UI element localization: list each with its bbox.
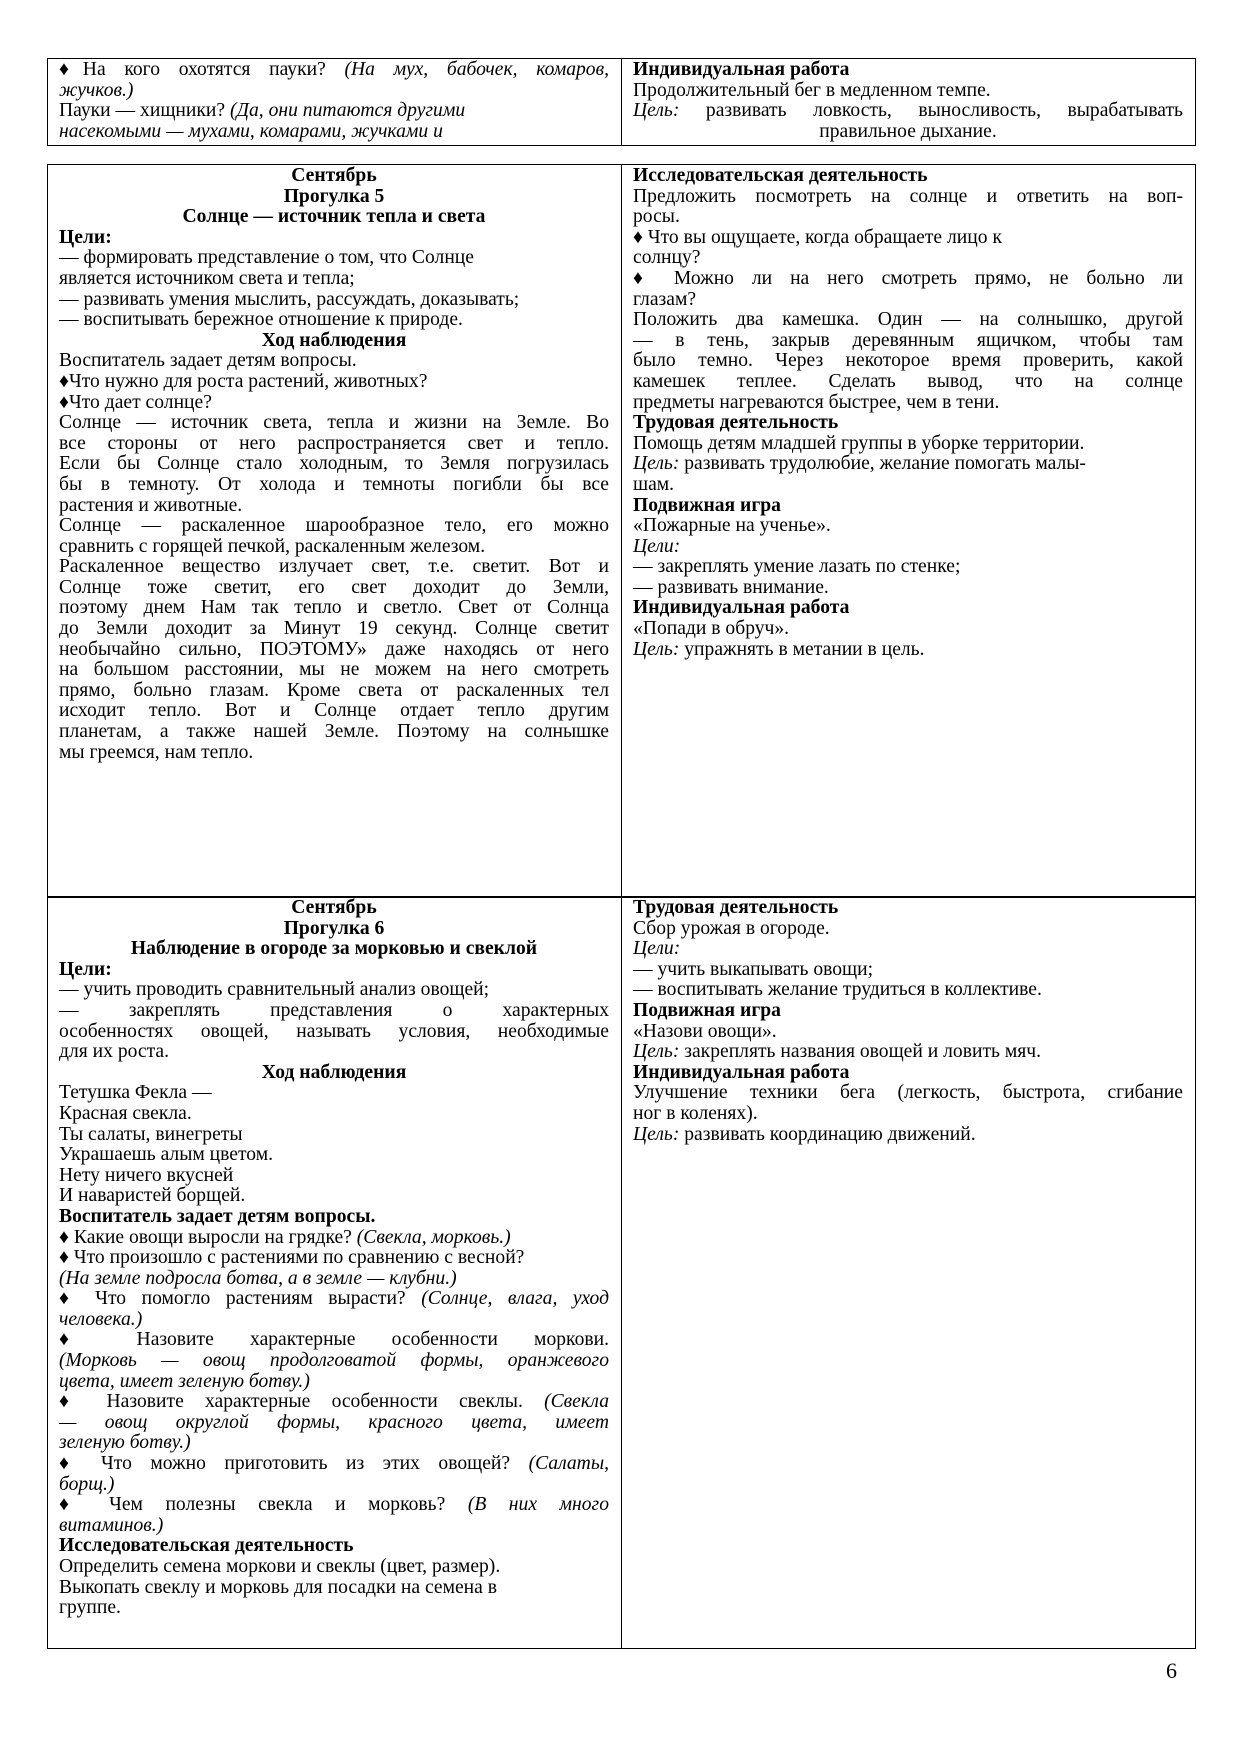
text-line <box>59 1454 609 1475</box>
answer-text: борщ.) <box>59 1473 115 1495</box>
line-text: Цели: <box>633 938 681 960</box>
text-line <box>59 248 609 269</box>
text-line <box>59 1557 609 1578</box>
line-text: Индивидуальная работа <box>633 597 850 619</box>
text-line <box>633 248 1183 269</box>
line-text: — развивать умения мыслить, рассуждать, доказывать; <box>59 288 520 310</box>
text-line <box>633 980 1183 1001</box>
text-line <box>59 1083 609 1104</box>
text-line <box>59 269 609 290</box>
line-text: росы. <box>633 206 680 228</box>
line-text: ног в коленях). <box>633 1102 758 1124</box>
text-line <box>59 939 609 960</box>
text-line <box>59 722 609 743</box>
text-line <box>633 331 1183 352</box>
text-line <box>59 1495 609 1516</box>
answer-text: витаминов.) <box>59 1514 164 1536</box>
text-line <box>59 1413 609 1434</box>
goal-label: Цель: <box>633 453 685 475</box>
line-text: исходит тепло. Вот и Солнце отдает тепло другим <box>59 701 609 722</box>
text-line <box>59 598 609 619</box>
text-line <box>633 557 1183 578</box>
line-text: Раскаленное вещество излучает свет, т.е. светит. Вот и <box>59 557 609 578</box>
text-line <box>633 101 1183 122</box>
text-line <box>633 269 1183 290</box>
line-text: шам. <box>633 473 675 495</box>
text-line <box>59 101 609 122</box>
answer-text: — овощ округлой формы, красного цвета, имеет <box>59 1412 609 1433</box>
line-text: прямо, больно глазам. Кроме света от раскаленных тел <box>59 680 609 701</box>
text-line <box>633 960 1183 981</box>
text-line <box>59 898 609 919</box>
line-text: до Земли доходит за Минут 19 секунд. Солнце светит <box>59 619 609 640</box>
line-text: Подвижная игра <box>633 999 781 1021</box>
line-text: Положить два камешка. Один — на солнышко, другой <box>633 310 1183 331</box>
line-text: для их роста. <box>59 1041 170 1063</box>
text-line <box>633 1083 1183 1104</box>
line-text: Прогулка 5 <box>283 185 385 207</box>
line-text: было темно. Через некоторое время проверить, какой <box>633 351 1183 372</box>
answer-text: (Свекла, морковь.) <box>356 1226 511 1248</box>
text-line <box>59 454 609 475</box>
line-text: Ты салаты, винегреты <box>59 1123 243 1145</box>
walk6-observation-cell <box>48 897 622 1648</box>
line-text: камешек теплее. Сделать вывод, что на солнце <box>633 371 1183 392</box>
line-text: ♦ Можно ли на него смотреть прямо, не больно ли <box>633 268 1183 289</box>
text-line <box>633 1042 1183 1063</box>
text-line <box>59 1578 609 1599</box>
line-text: особенностях овощей, называть условия, необходимые <box>59 1021 609 1042</box>
answer-text: жучков.) <box>59 79 134 101</box>
line-text: Выкопать свеклу и морковь для посадки на семена в <box>59 1576 498 1598</box>
text-line <box>633 578 1183 599</box>
text-line <box>59 1536 609 1557</box>
page-number: 6 <box>1166 1658 1177 1683</box>
text-line <box>59 1516 609 1537</box>
line-text: Сентябрь <box>291 165 377 186</box>
line-text: Ход наблюдения <box>261 1061 407 1083</box>
line-text: Индивидуальная работа <box>633 1061 850 1083</box>
line-text: Исследовательская деятельность <box>633 165 928 186</box>
line-text: Красная свекла. <box>59 1102 192 1124</box>
line-text: Если бы Солнце стало холодным, то Земля погрузилась <box>59 454 609 475</box>
answer-text: (Свекла <box>544 1392 609 1413</box>
line-text: ♦ Что вы ощущаете, когда обращаете лицо к <box>633 226 1002 248</box>
line-text: Нету ничего вкусней <box>59 1164 234 1186</box>
line-text: Украшаешь алым цветом. <box>59 1144 274 1166</box>
line-text: — воспитывать бережное отношение к природе. <box>59 309 463 331</box>
line-text: поэтому днем Нам так тепло и светло. Свет от Солнца <box>59 598 609 619</box>
line-text: ♦ Какие овощи выросли на грядке? <box>59 1226 357 1248</box>
text-line <box>59 1166 609 1187</box>
line-text: мы греемся, нам тепло. <box>59 741 254 763</box>
line-text: — закреплять представления о характерных <box>59 1000 609 1021</box>
line-text: планетам, а также нашей Земле. Поэтому на солнышке <box>59 722 609 743</box>
line-text: на большом расстоянии, мы не можем на него смотреть <box>59 660 609 681</box>
answer-text: (На земле подросла ботва, а в земле — клубни.) <box>59 1267 457 1289</box>
line-text: Солнце — источник тепла и света <box>182 206 486 228</box>
text-line <box>59 1104 609 1125</box>
line-text: ♦ Что произошло с растениями по сравнению с весной? <box>59 1247 525 1269</box>
text-line <box>59 1269 609 1290</box>
text-line <box>59 1248 609 1269</box>
table-block-2 <box>47 164 1196 898</box>
line-text: развивать координацию движений. <box>684 1123 976 1145</box>
text-line <box>633 290 1183 311</box>
text-line <box>633 1104 1183 1125</box>
text-line <box>633 1022 1183 1043</box>
answer-text: (Солнце, влага, уход <box>421 1289 609 1310</box>
text-line <box>633 1001 1183 1022</box>
line-text: Трудовая деятельность <box>633 412 839 434</box>
text-line <box>59 1001 609 1022</box>
text-line <box>633 434 1183 455</box>
line-text: ♦На кого охотятся пауки? <box>59 60 345 80</box>
text-line <box>59 919 609 940</box>
line-text: Определить семена моркови и свеклы (цвет, размер). <box>59 1556 501 1577</box>
line-text: сравнить с горящей печкой, раскаленным железом. <box>59 535 486 557</box>
goal-label: Цель: <box>633 1123 685 1145</box>
line-text: Воспитатель задает детям вопросы. <box>59 1205 376 1227</box>
line-text: — закреплять умение лазать по стенке; <box>633 556 961 578</box>
goal-label: Цель: <box>633 1041 685 1063</box>
text-line <box>59 557 609 578</box>
text-line <box>59 640 609 661</box>
goal-label: Цель: <box>633 101 706 122</box>
line-text: Цели: <box>59 958 112 980</box>
line-text: солнцу? <box>633 247 701 269</box>
text-line <box>59 1372 609 1393</box>
answer-text: (Морковь — овощ продолговатой формы, оранжевого <box>59 1351 609 1372</box>
text-line <box>633 413 1183 434</box>
text-line <box>633 640 1183 661</box>
answer-text: (На мух, бабочек, комаров, <box>344 60 609 80</box>
line-text: Солнце тоже светит, его свет доходит до Земли, <box>59 577 609 598</box>
answer-text: человека.) <box>59 1308 143 1330</box>
text-line <box>59 1022 609 1043</box>
line-text: все стороны от него распространяется свет и тепло. <box>59 433 609 454</box>
text-line <box>59 1228 609 1249</box>
text-line <box>59 372 609 393</box>
line-text: Пауки — хищники? <box>59 100 230 122</box>
line-text: предметы нагреваются быстрее, чем в тени. <box>633 391 1000 413</box>
line-text: ♦ Чем полезны свекла и морковь? <box>59 1495 468 1516</box>
line-text: Подвижная игра <box>633 494 781 516</box>
line-text: — в тень, закрыв деревянным ящичком, чтобы там <box>633 330 1183 351</box>
text-line <box>633 898 1183 919</box>
text-line <box>59 516 609 537</box>
line-text: Цели: <box>59 226 112 248</box>
text-line <box>633 939 1183 960</box>
line-text: Трудовая деятельность <box>633 897 839 918</box>
text-line <box>633 598 1183 619</box>
text-line <box>633 1125 1183 1146</box>
answer-text: зеленую ботву.) <box>59 1432 191 1454</box>
line-text: бы в темноту. От холода и темноты погибли бы все <box>59 474 609 495</box>
line-text: «Пожарные на ученье». <box>633 515 831 537</box>
answer-text: насекомыми — мухами, комарами, жучками и <box>59 120 443 142</box>
text-line <box>59 207 609 228</box>
line-text: «Назови овощи». <box>633 1020 777 1042</box>
text-line <box>633 372 1183 393</box>
line-text: ♦ Назовите характерные особенности моркови. <box>59 1330 609 1351</box>
text-line <box>633 393 1183 414</box>
line-text: правильное дыхание. <box>819 120 997 142</box>
text-line <box>633 228 1183 249</box>
text-line <box>59 619 609 640</box>
text-line <box>59 578 609 599</box>
walk5-activities-cell <box>622 165 1195 897</box>
line-text: Улучшение техники бега (легкость, быстрота, сгибание <box>633 1083 1183 1104</box>
text-line <box>59 660 609 681</box>
text-line <box>633 537 1183 558</box>
line-text: ♦Что нужно для роста растений, животных? <box>59 370 428 392</box>
text-line <box>59 1063 609 1084</box>
text-line <box>59 701 609 722</box>
text-line <box>59 290 609 311</box>
line-text: глазам? <box>633 288 697 310</box>
block1-left-cell <box>48 59 622 145</box>
text-line <box>59 1433 609 1454</box>
line-text: закреплять названия овощей и ловить мяч. <box>684 1041 1042 1063</box>
text-line <box>633 516 1183 537</box>
block1-right-cell <box>622 59 1195 145</box>
text-line <box>59 1042 609 1063</box>
walk5-observation-cell <box>48 165 622 897</box>
text-line <box>633 166 1183 187</box>
line-text: Наблюдение в огороде за морковью и свеклой <box>130 938 538 960</box>
walk6-activities-cell <box>622 897 1195 1648</box>
text-line <box>59 1392 609 1413</box>
line-text: растения и животные. <box>59 494 243 516</box>
line-text: Предложить посмотреть на солнце и ответить на воп- <box>633 186 1183 207</box>
line-text: Ход наблюдения <box>261 329 407 351</box>
line-text: развивать ловкость, выносливость, вырабатывать <box>705 101 1183 122</box>
line-text: Цели: <box>633 535 681 557</box>
text-line <box>59 1125 609 1146</box>
line-text: Сбор урожая в огороде. <box>633 917 830 939</box>
line-text: Прогулка 6 <box>283 917 385 939</box>
text-line <box>59 980 609 1001</box>
text-line <box>59 310 609 331</box>
text-line <box>59 496 609 517</box>
text-line <box>59 681 609 702</box>
line-text: упражнять в метании в цель. <box>684 638 925 660</box>
line-text: ♦ Что можно приготовить из этих овощей? <box>59 1454 529 1475</box>
text-line <box>59 434 609 455</box>
line-text: Воспитатель задает детям вопросы. <box>59 350 357 372</box>
line-text: — воспитывать желание трудиться в коллективе. <box>633 979 1042 1001</box>
line-text: ♦ Что помогло растениям вырасти? <box>59 1289 422 1310</box>
text-line <box>59 1310 609 1331</box>
line-text: «Попади в обруч». <box>633 618 790 640</box>
line-text: Индивидуальная работа <box>633 59 850 80</box>
text-line <box>633 122 1183 143</box>
goal-label: Цель: <box>633 638 685 660</box>
line-text: развивать трудолюбие, желание помогать малы- <box>684 453 1086 475</box>
text-line <box>59 1289 609 1310</box>
text-line <box>59 122 609 143</box>
line-text: группе. <box>59 1597 121 1619</box>
text-line <box>633 496 1183 517</box>
text-line <box>59 228 609 249</box>
text-line <box>633 1063 1183 1084</box>
text-line <box>633 310 1183 331</box>
text-line <box>59 166 609 187</box>
table-block-1 <box>47 58 1196 146</box>
line-text: Исследовательская деятельность <box>59 1535 354 1557</box>
text-line <box>633 475 1183 496</box>
text-line <box>59 1351 609 1372</box>
text-line <box>59 413 609 434</box>
line-text: Тетушка Фекла — <box>59 1082 212 1104</box>
text-line <box>633 351 1183 372</box>
line-text: Помощь детям младшей группы в уборке территории. <box>633 432 1085 454</box>
line-text: ♦Что дает солнце? <box>59 391 212 413</box>
line-text: — формировать представление о том, что Солнце <box>59 247 474 269</box>
line-text: — учить проводить сравнительный анализ овощей; <box>59 979 490 1001</box>
line-text: — развивать внимание. <box>633 576 829 598</box>
text-line <box>59 60 609 81</box>
text-line <box>633 454 1183 475</box>
answer-text: (Да, они питаются другими <box>230 100 466 122</box>
line-text: Сентябрь <box>291 897 377 918</box>
text-line <box>59 1475 609 1496</box>
answer-text: (Салаты, <box>528 1454 609 1475</box>
text-line <box>59 81 609 102</box>
line-text: — учить выкапывать овощи; <box>633 958 874 980</box>
text-line <box>59 743 609 764</box>
table-block-3 <box>47 896 1196 1649</box>
answer-text: цвета, имеет зеленую ботву.) <box>59 1370 310 1392</box>
text-line <box>633 187 1183 208</box>
answer-text: (В них много <box>467 1495 609 1516</box>
text-line <box>633 207 1183 228</box>
text-line <box>59 187 609 208</box>
line-text: является источником света и тепла; <box>59 267 355 289</box>
line-text: Солнце — источник света, тепла и жизни на Земле. Во <box>59 413 609 434</box>
text-line <box>59 1207 609 1228</box>
line-text: И наваристей борщей. <box>59 1185 246 1207</box>
text-line <box>633 619 1183 640</box>
text-line <box>59 351 609 372</box>
line-text: необычайно сильно, ПОЭТОМУ» даже находясь от него <box>59 639 609 660</box>
line-text: Продолжительный бег в медленном темпе. <box>633 79 991 101</box>
text-line <box>59 537 609 558</box>
line-text: Солнце — раскаленное шарообразное тело, его можно <box>59 516 609 537</box>
text-line <box>59 1598 609 1619</box>
text-line <box>59 331 609 352</box>
text-line <box>59 475 609 496</box>
text-line <box>59 393 609 414</box>
text-line <box>633 81 1183 102</box>
text-line <box>59 960 609 981</box>
text-line <box>59 1186 609 1207</box>
line-text: ♦ Назовите характерные особенности свеклы. <box>59 1392 545 1413</box>
text-line <box>633 919 1183 940</box>
text-line <box>59 1145 609 1166</box>
text-line <box>633 60 1183 81</box>
text-line <box>59 1330 609 1351</box>
